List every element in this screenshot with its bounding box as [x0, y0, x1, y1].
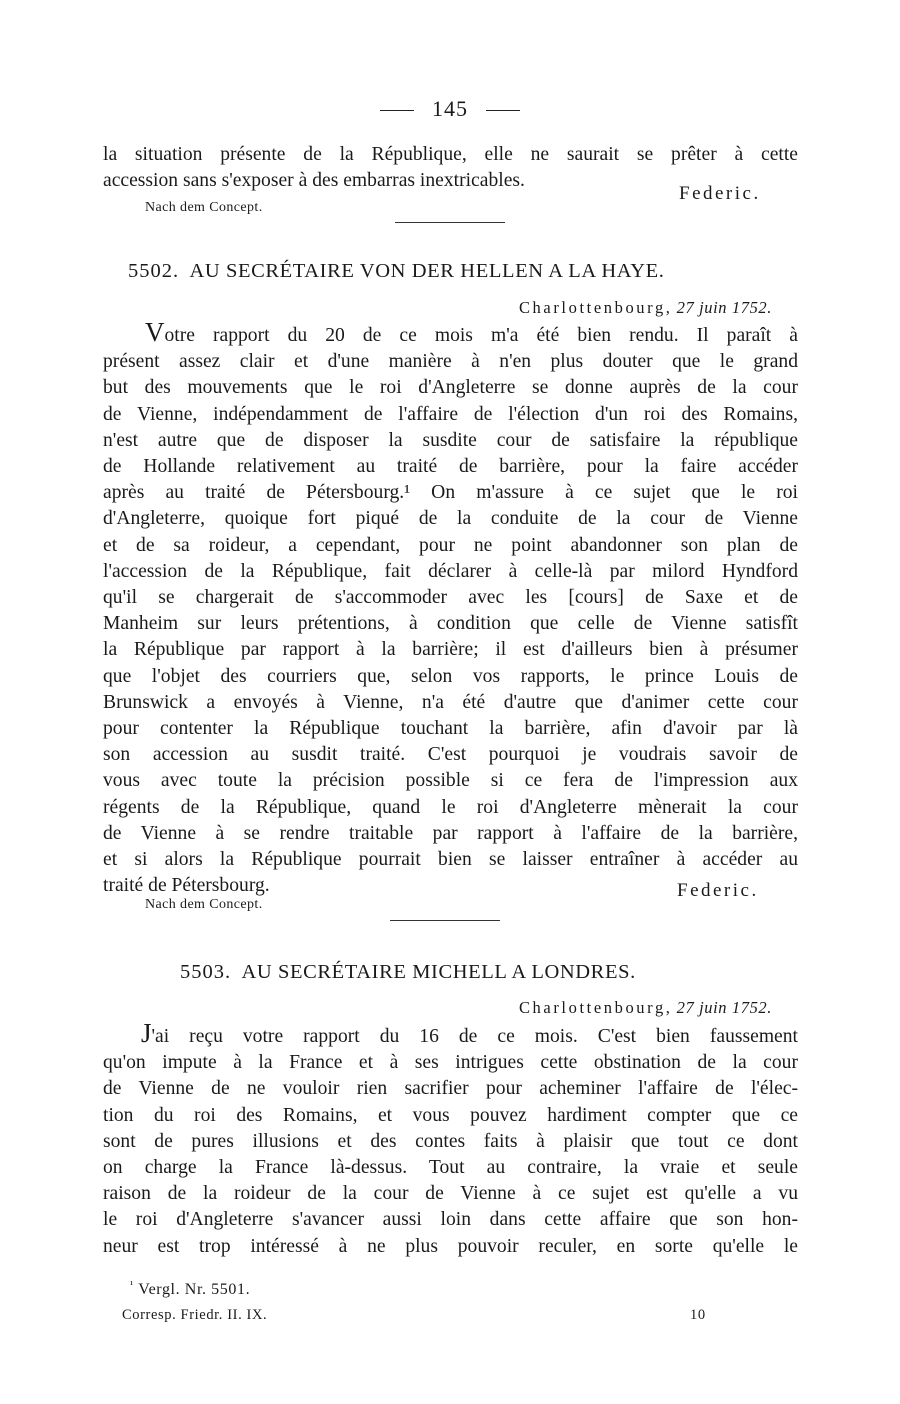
text-line: raison de la roideur de la cour de Vienne à ce sujet est qu'elle a vu [103, 1183, 798, 1205]
text-line: pour contenter la République touchant la barrière, afin d'avoir par là [103, 718, 798, 740]
page-number-dash-left [380, 110, 414, 111]
letter-signature: Federic. [677, 880, 759, 901]
text-line: qu'on impute à la France et à ses intrigues cette obstination de la cour [103, 1052, 798, 1074]
text-line: traité de Pétersbourg. [103, 875, 270, 897]
text-line: d'Angleterre, quoique fort piqué de la conduite de la cour de Vienne [103, 508, 798, 530]
text-line: n'est autre que de disposer la susdite cour de satisfaire la république [103, 429, 798, 451]
text-line: J'ai reçu votre rapport du 16 de ce mois. C'est bien faussement [141, 1018, 798, 1048]
text-line: et si alors la République pourrait bien se laisser entraîner à accéder au [103, 849, 798, 871]
letter-heading [128, 260, 665, 283]
text-line: la situation présente de la République, elle ne saurait se prêter à cette [103, 144, 798, 165]
letter-heading [180, 961, 636, 984]
text-line: de Vienne de ne vouloir rien sacrifier pour acheminer l'affaire de l'élec- [103, 1078, 798, 1100]
text-line: Votre rapport du 20 de ce mois m'a été bien rendu. Il paraît à [145, 317, 798, 347]
text-line: neur est trop intéressé à ne plus pouvoir reculer, en sorte qu'elle le [103, 1235, 798, 1257]
text-line: vous avec toute la précision possible si ce fera de l'impression aux [103, 770, 798, 792]
letter-number: 5503. [180, 961, 232, 983]
drop-cap: J [141, 1018, 152, 1048]
footnote-text: Vergl. Nr. 5501. [138, 1281, 251, 1298]
text-line: que l'objet des courriers que, selon vos rapports, le prince Louis de [103, 665, 798, 687]
dateline-place: Charlottenbourg, [518, 998, 673, 1017]
text-line: Manheim sur leurs prétentions, à condition que celle de Vienne satisfît [103, 613, 798, 635]
drop-cap: V [145, 317, 165, 347]
text-line: la République par rapport à la barrière; il est d'ailleurs bien à présumer [103, 639, 798, 661]
page-number-text: 145 [432, 96, 468, 121]
letter-concept-note: Nach dem Concept. [145, 897, 263, 912]
text-line: l'accession de la République, fait déclarer à celle-là par milord Hyndford [103, 560, 798, 582]
text-line: le roi d'Angleterre s'avancer aussi loin dans cette affaire que son hon- [103, 1209, 798, 1231]
footer-source: Corresp. Friedr. II. IX. [122, 1307, 268, 1323]
separator-rule [395, 222, 505, 223]
page-number [0, 96, 900, 122]
dateline-place: Charlottenbourg, [518, 298, 673, 317]
intro-concept-note: Nach dem Concept. [145, 200, 263, 215]
text-line: et de sa roideur, a cependant, pour ne point abandonner son plan de [103, 534, 798, 556]
footnote-marker: ¹ [130, 1279, 134, 1291]
letter-dateline [519, 298, 772, 318]
text-line: de Vienne, indépendamment de l'affaire de l'élection d'un roi des Romains, [103, 403, 798, 425]
letter-title: AU SECRÉTAIRE VON DER HELLEN A LA HAYE. [189, 260, 665, 282]
separator-rule [390, 920, 500, 921]
page-number-dash-right [486, 110, 520, 111]
text-line: tion du roi des Romains, et vous pouvez hardiment compter que ce [103, 1104, 798, 1126]
text-line: sont de pures illusions et des contes faits à plaisir que tout ce dont [103, 1130, 798, 1152]
text-line: qu'il se chargerait de s'accommoder avec les [cours] de Saxe et de [103, 587, 798, 609]
text-line: accession sans s'exposer à des embarras inextricables. [103, 170, 525, 192]
text-line: but des mouvements que le roi d'Angleterre se donne auprès de la cour [103, 377, 798, 399]
page-footer [122, 1307, 712, 1324]
footer-signature-mark: 10 [690, 1307, 706, 1323]
text-line: Brunswick a envoyés à Vienne, n'a été d'autre que d'animer cette cour [103, 691, 798, 713]
letter-title: AU SECRÉTAIRE MICHELL A LONDRES. [241, 961, 636, 983]
text-line: de Hollande relativement au traité de barrière, pour la faire accéder [103, 456, 798, 478]
letter-body [103, 1018, 798, 1260]
intro-signature: Federic. [679, 183, 761, 204]
footnote [130, 1281, 250, 1299]
text-line: régents de la République, quand le roi d'Angleterre mènerait la cour [103, 796, 798, 818]
text-line: après au traité de Pétersbourg.¹ On m'assure à ce sujet que le roi [103, 482, 798, 504]
letter-dateline [519, 998, 772, 1018]
text-line: on charge la France là-dessus. Tout au contraire, la vraie et seule [103, 1157, 798, 1179]
dateline-date: 27 juin 1752. [676, 998, 772, 1017]
text-line: de Vienne à se rendre traitable par rapport à l'affaire de la barrière, [103, 822, 798, 844]
letter-body [103, 317, 798, 899]
letter-number: 5502. [128, 260, 180, 282]
dateline-date: 27 juin 1752. [676, 298, 772, 317]
text-line: présent assez clair et d'une manière à n'en plus douter que le grand [103, 351, 798, 373]
text-line: son accession au susdit traité. C'est pourquoi je voudrais savoir de [103, 744, 798, 766]
